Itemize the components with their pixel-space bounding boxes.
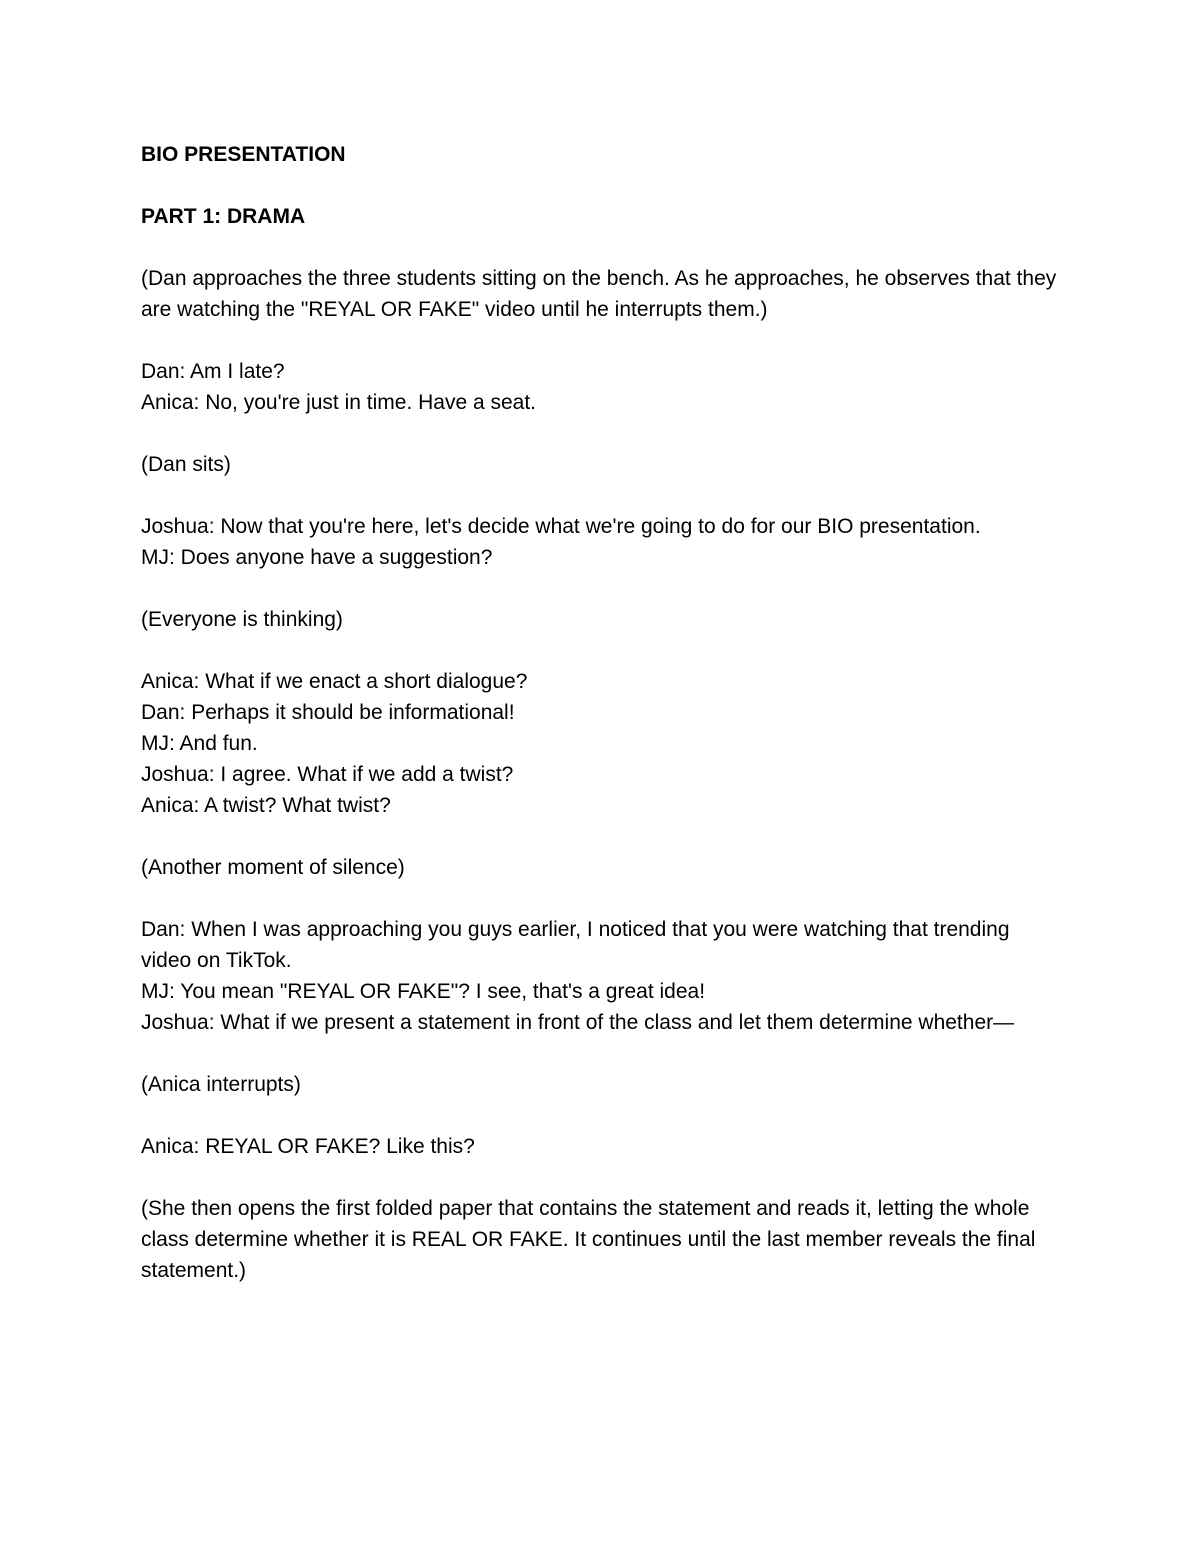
stage-direction: (She then opens the first folded paper that contains the statement and reads it, letting the whole class determine whether it is REAL OR FAKE. It continues until the last member reveals the final statement.) <box>141 1197 1036 1282</box>
script-block-dialogue <box>141 511 1061 573</box>
spacer <box>141 232 1061 263</box>
stage-direction: (Everyone is thinking) <box>141 608 343 631</box>
stage-direction: (Dan sits) <box>141 453 231 476</box>
script-block-dialogue <box>141 1131 1061 1162</box>
document-title: BIO PRESENTATION <box>141 143 346 166</box>
script-block-dialogue <box>141 356 1061 418</box>
spacer <box>141 883 1061 914</box>
spacer <box>141 821 1061 852</box>
spacer <box>141 325 1061 356</box>
spacer <box>141 573 1061 604</box>
spacer <box>141 418 1061 449</box>
document-page <box>141 139 1061 1286</box>
stage-direction: (Anica interrupts) <box>141 1073 301 1096</box>
script-block-stage <box>141 1069 1061 1100</box>
dialogue-line: Anica: What if we enact a short dialogue? <box>141 670 528 693</box>
spacer <box>141 170 1061 201</box>
dialogue-line: Joshua: Now that you're here, let's decide what we're going to do for our BIO presentation. <box>141 515 981 538</box>
script-block-stage-intro <box>141 263 1061 325</box>
script-block-stage <box>141 604 1061 635</box>
stage-direction: (Dan approaches the three students sitting on the bench. As he approaches, he observes that they are watching the "REYAL OR FAKE" video until he interrupts them.) <box>141 267 1057 321</box>
spacer <box>141 480 1061 511</box>
stage-direction: (Another moment of silence) <box>141 856 405 879</box>
script-block-stage-outro <box>141 1193 1061 1286</box>
spacer <box>141 1038 1061 1069</box>
script-block-stage <box>141 449 1061 480</box>
spacer <box>141 1162 1061 1193</box>
dialogue-line: MJ: You mean "REYAL OR FAKE"? I see, that's a great idea! <box>141 980 706 1003</box>
dialogue-line: Dan: When I was approaching you guys earlier, I noticed that you were watching that trending video on TikTok. <box>141 918 1010 972</box>
dialogue-line: Anica: No, you're just in time. Have a seat. <box>141 391 537 414</box>
dialogue-line: Anica: REYAL OR FAKE? Like this? <box>141 1135 475 1158</box>
part-heading: PART 1: DRAMA <box>141 205 306 228</box>
script-block-dialogue <box>141 666 1061 821</box>
dialogue-line: Joshua: I agree. What if we add a twist? <box>141 763 514 786</box>
dialogue-line: MJ: Does anyone have a suggestion? <box>141 546 493 569</box>
spacer <box>141 635 1061 666</box>
dialogue-line: Anica: A twist? What twist? <box>141 794 391 817</box>
dialogue-line: Dan: Perhaps it should be informational! <box>141 701 515 724</box>
script-block-stage <box>141 852 1061 883</box>
dialogue-line: Joshua: What if we present a statement in front of the class and let them determine whether— <box>141 1011 1015 1034</box>
spacer <box>141 1100 1061 1131</box>
dialogue-line: MJ: And fun. <box>141 732 258 755</box>
script-block-dialogue <box>141 914 1061 1038</box>
dialogue-line: Dan: Am I late? <box>141 360 285 383</box>
